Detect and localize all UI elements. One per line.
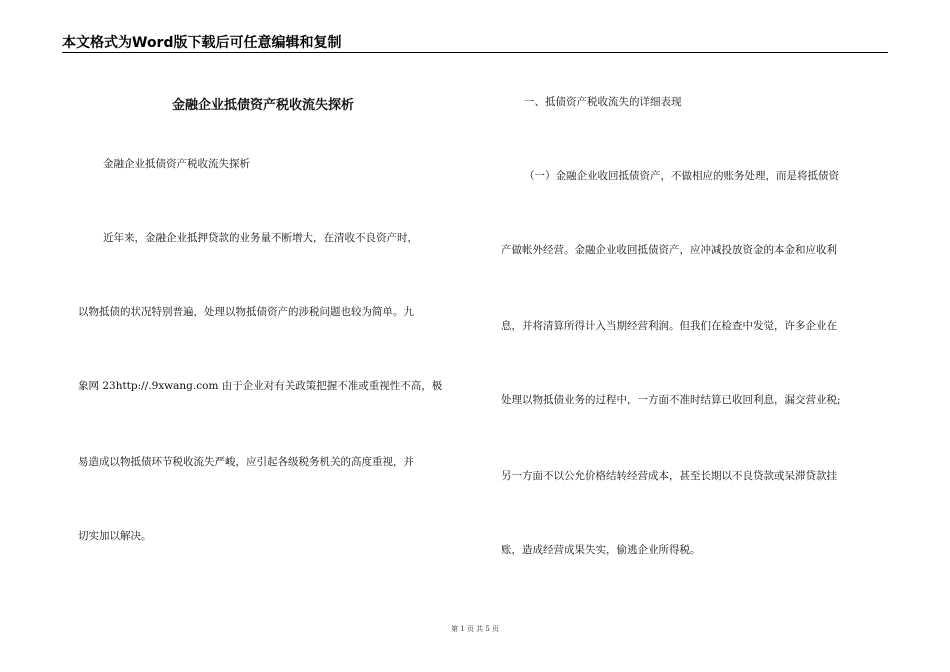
left-line: 金融企业抵债资产税收流失探析	[103, 158, 250, 170]
right-line: 产做帐外经营。金融企业收回抵债资产，应冲减投放资金的本金和应收利	[501, 244, 837, 256]
left-line: 近年来，金融企业抵押贷款的业务量不断增大，在清收不良资产时，	[103, 232, 418, 244]
right-line: 另一方面不以公允价格结转经营成本，甚至长期以不良贷款或呆滞贷款挂	[501, 470, 837, 482]
left-line: 易造成以物抵债环节税收流失严峻，应引起各级税务机关的高度重视，并	[78, 456, 414, 468]
left-line: 象网 23http://.9xwang.com 由于企业对有关政策把握不准或重视性不高，极	[78, 380, 443, 392]
header-text: 本文格式为Word版下载后可任意编辑和复制	[62, 35, 342, 51]
page-footer: 第 1 页 共 5 页	[450, 625, 500, 633]
left-line: 以物抵债的状况特别普遍，处理以物抵债资产的涉税问题也较为简单。九	[78, 306, 414, 318]
right-line: 一、抵债资产税收流失的详细表现	[524, 96, 682, 108]
left-line: 切实加以解决。	[78, 530, 152, 542]
right-line: （一）金融企业收回抵债资产，不做相应的账务处理，而是将抵债资	[524, 170, 839, 182]
right-line: 息，并将清算所得计入当期经营利润。但我们在检查中发觉，许多企业在	[501, 320, 837, 332]
right-line: 账，造成经营成果失实，偷逃企业所得税。	[501, 544, 701, 556]
document-header	[62, 30, 888, 53]
document-title: 金融企业抵债资产税收流失探析	[171, 98, 354, 113]
right-line: 处理以物抵债业务的过程中，一方面不准时结算已收回利息，漏交营业税;	[501, 394, 841, 406]
